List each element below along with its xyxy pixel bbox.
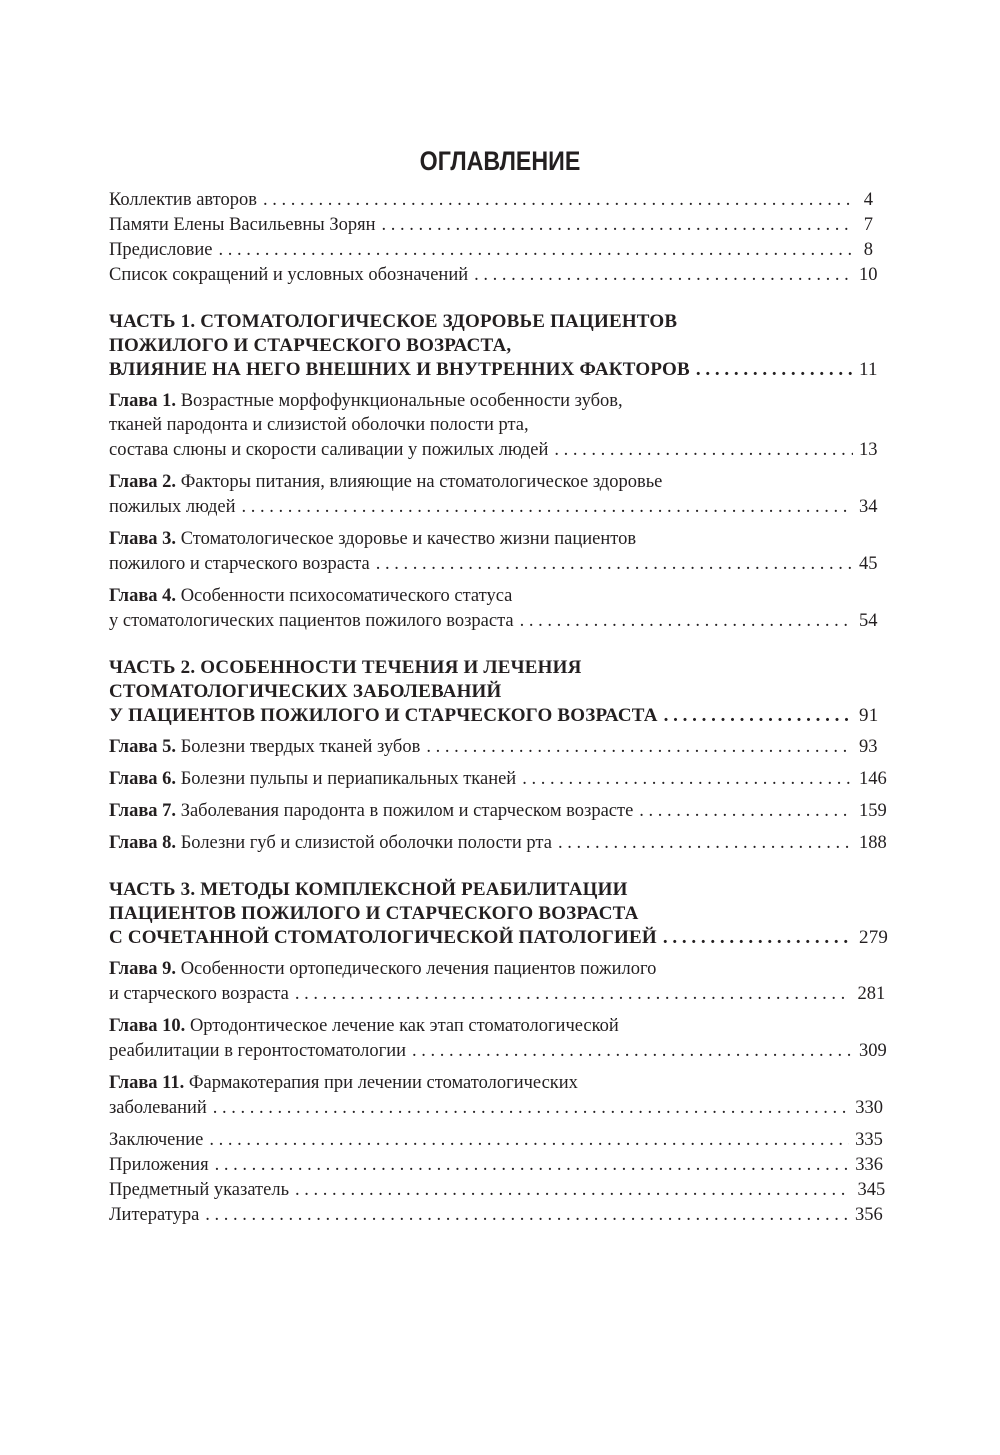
entry-text-last: Литература [109, 1205, 200, 1225]
entry-text: ЧАСТЬ 3. МЕТОДЫ КОМПЛЕКСНОЙ РЕАБИЛИТАЦИИ [109, 879, 628, 900]
entry-text-last: Список сокращений и условных обозначений [109, 265, 469, 285]
entry-text: Стоматологическое здоровье и качество жизни пациентов [180, 529, 637, 549]
entry-line [109, 957, 873, 981]
entry-line [109, 878, 873, 902]
entry-row [109, 238, 873, 263]
entry-row [109, 1038, 887, 1064]
entry-line [109, 1071, 873, 1095]
entry-text [109, 766, 516, 792]
dot-leader [209, 1128, 849, 1153]
entry-row [109, 704, 879, 728]
entry-text [109, 1128, 203, 1153]
entry-line [109, 902, 873, 926]
dot-leader [205, 1203, 849, 1228]
page-number: 356 [855, 1205, 883, 1225]
toc-part [109, 310, 878, 382]
entry-text-last: и старческого возраста [109, 984, 289, 1004]
page-number: 146 [859, 769, 887, 789]
entry-line [109, 334, 873, 358]
entry-text-last: пожилого и старческого возраста [109, 554, 370, 574]
toc-entry [109, 188, 873, 213]
chapter-label: Глава 6. [109, 769, 177, 789]
entry-text [109, 1153, 209, 1178]
toc-entry [109, 213, 873, 238]
entry-text-last: Предисловие [109, 240, 213, 260]
chapter-label: Глава 2. [109, 472, 177, 492]
entry-text [109, 981, 289, 1007]
entry-text-last: Памяти Елены Васильевны Зорян [109, 215, 376, 235]
toc-part [109, 656, 879, 728]
entry-text-last: Коллектив авторов [109, 190, 257, 210]
entry-text: тканей пародонта и слизистой оболочки полости рта, [109, 415, 529, 435]
entry-text: Особенности ортопедического лечения пациентов пожилого [180, 959, 657, 979]
dot-leader [696, 358, 853, 382]
entry-row [109, 188, 873, 213]
dot-leader [263, 188, 853, 213]
toc-entry [109, 1128, 883, 1153]
entry-line [109, 584, 873, 608]
entry-row [109, 358, 878, 382]
page-number: 91 [859, 705, 879, 726]
toc-chapter [109, 766, 887, 792]
chapter-label: Глава 11. [109, 1073, 185, 1093]
page-number: 330 [855, 1098, 883, 1118]
table-of-contents [0, 188, 1000, 1228]
entry-text: ЧАСТЬ 2. ОСОБЕННОСТИ ТЕЧЕНИЯ И ЛЕЧЕНИЯ [109, 657, 582, 678]
dot-leader [376, 551, 853, 577]
page-number: 4 [863, 190, 873, 210]
entry-text-last: Приложения [109, 1155, 209, 1175]
chapter-label: Глава 9. [109, 959, 177, 979]
toc-chapter [109, 1014, 887, 1064]
toc-part [109, 878, 889, 950]
entry-line [109, 680, 873, 704]
dot-leader [474, 263, 853, 288]
toc-entry [109, 1203, 883, 1228]
dot-leader [215, 1153, 850, 1178]
page-number: 13 [859, 440, 878, 460]
toc-title: ОГЛАВЛЕНИЕ [419, 146, 581, 176]
entry-text: СТОМАТОЛОГИЧЕСКИХ ЗАБОЛЕВАНИЙ [109, 681, 502, 702]
entry-row [109, 766, 887, 792]
chapter-label: Глава 5. [109, 737, 177, 757]
page-number: 11 [859, 359, 878, 380]
toc-entry [109, 1178, 886, 1203]
dot-leader [664, 704, 853, 728]
dot-leader [520, 608, 853, 634]
entry-text [109, 798, 633, 824]
toc-entry [109, 263, 878, 288]
entry-text-last: ВЛИЯНИЕ НА НЕГО ВНЕШНИХ И ВНУТРЕННИХ ФАКТОРОВ [109, 359, 690, 380]
entry-text-last: У ПАЦИЕНТОВ ПОЖИЛОГО И СТАРЧЕСКОГО ВОЗРАСТА [109, 705, 658, 726]
entry-text [109, 830, 552, 856]
dot-leader [554, 437, 853, 463]
dot-leader [295, 1178, 851, 1203]
entry-text: ЧАСТЬ 1. СТОМАТОЛОГИЧЕСКОЕ ЗДОРОВЬЕ ПАЦИЕНТОВ [109, 311, 678, 332]
toc-chapter [109, 957, 886, 1007]
page-number: 309 [859, 1041, 887, 1061]
page-number: 45 [859, 554, 878, 574]
page-number: 336 [855, 1155, 884, 1175]
toc-chapter [109, 527, 878, 577]
page-number: 93 [859, 737, 878, 757]
entry-text: ПАЦИЕНТОВ ПОЖИЛОГО И СТАРЧЕСКОГО ВОЗРАСТА [109, 903, 639, 924]
entry-row [109, 551, 878, 577]
dot-leader [558, 830, 853, 856]
entry-text: Ортодонтическое лечение как этап стоматологической [189, 1016, 619, 1036]
page-number: 345 [857, 1180, 886, 1200]
entry-row [109, 1095, 883, 1121]
toc-entry [109, 1153, 884, 1178]
entry-text [109, 704, 658, 728]
toc-chapter [109, 798, 887, 824]
chapter-label: Глава 1. [109, 391, 177, 411]
page-number: 7 [863, 215, 873, 235]
entry-text-last: Предметный указатель [109, 1180, 290, 1200]
dot-leader [295, 981, 852, 1007]
entry-text: Фармакотерапия при лечении стоматологических [188, 1073, 578, 1093]
entry-text-last: Болезни твердых тканей зубов [180, 737, 421, 757]
entry-line [109, 413, 873, 437]
page-number: 279 [859, 927, 889, 948]
entry-text-last: состава слюны и скорости саливации у пожилых людей [109, 440, 549, 460]
entry-line [109, 310, 873, 334]
page-number: 8 [863, 240, 873, 260]
dot-leader [218, 238, 853, 263]
chapter-label: Глава 7. [109, 801, 177, 821]
dot-leader [382, 213, 853, 238]
entry-row [109, 1203, 883, 1228]
entry-row [109, 608, 878, 634]
entry-text [109, 263, 468, 288]
entry-text: Возрастные морфофункциональные особенности зубов, [180, 391, 623, 411]
dot-leader [412, 1038, 853, 1064]
entry-text-last: С СОЧЕТАННОЙ СТОМАТОЛОГИЧЕСКОЙ ПАТОЛОГИЕЙ [109, 927, 657, 948]
chapter-label: Глава 8. [109, 833, 177, 853]
entry-line [109, 470, 873, 494]
page-number: 10 [859, 265, 878, 285]
entry-row [109, 213, 873, 238]
entry-text [109, 358, 690, 382]
entry-text-last: Заболевания пародонта в пожилом и старческом возрасте [180, 801, 634, 821]
page-number: 54 [859, 611, 878, 631]
entry-text [109, 1178, 289, 1203]
entry-row [109, 437, 878, 463]
entry-line [109, 389, 873, 413]
toc-chapter [109, 1071, 883, 1121]
entry-row [109, 263, 878, 288]
entry-line [109, 527, 873, 551]
entry-text [109, 1095, 207, 1121]
chapter-label: Глава 4. [109, 586, 177, 606]
toc-chapter [109, 734, 878, 760]
chapter-label: Глава 10. [109, 1016, 186, 1036]
page-number: 188 [859, 833, 887, 853]
entry-text-last: заболеваний [109, 1098, 207, 1118]
entry-text-last: Заключение [109, 1130, 204, 1150]
entry-text [109, 1203, 199, 1228]
entry-row [109, 734, 878, 760]
entry-text [109, 734, 420, 760]
page-number: 281 [857, 984, 886, 1004]
entry-text [109, 188, 257, 213]
entry-row [109, 1128, 883, 1153]
entry-row [109, 981, 886, 1007]
entry-text: ПОЖИЛОГО И СТАРЧЕСКОГО ВОЗРАСТА, [109, 335, 512, 356]
entry-text [109, 1038, 406, 1064]
dot-leader [213, 1095, 849, 1121]
toc-chapter [109, 389, 878, 463]
toc-chapter [109, 584, 878, 634]
entry-text [109, 437, 548, 463]
entry-text-last: Болезни губ и слизистой оболочки полости рта [180, 833, 552, 853]
entry-row [109, 798, 887, 824]
entry-line [109, 656, 873, 680]
entry-row [109, 494, 878, 520]
page-number: 335 [855, 1130, 883, 1150]
entry-text-last: Болезни пульпы и периапикальных тканей [180, 769, 517, 789]
entry-text [109, 608, 514, 634]
entry-text [109, 926, 657, 950]
entry-row [109, 1153, 884, 1178]
toc-chapter [109, 470, 878, 520]
page-number: 34 [859, 497, 878, 517]
entry-line [109, 1014, 873, 1038]
entry-text-last: пожилых людей [109, 497, 236, 517]
dot-leader [522, 766, 853, 792]
entry-row [109, 926, 889, 950]
dot-leader [639, 798, 853, 824]
dot-leader [242, 494, 853, 520]
entry-text [109, 213, 376, 238]
entry-text-last: реабилитации в геронтостоматологии [109, 1041, 407, 1061]
page-number: 159 [859, 801, 887, 821]
chapter-label: Глава 3. [109, 529, 177, 549]
entry-text: Особенности психосоматического статуса [180, 586, 513, 606]
toc-chapter [109, 830, 887, 856]
entry-text [109, 238, 212, 263]
entry-text [109, 551, 370, 577]
entry-text-last: у стоматологических пациентов пожилого возраста [109, 611, 514, 631]
entry-row [109, 830, 887, 856]
dot-leader [663, 926, 853, 950]
dot-leader [426, 734, 853, 760]
entry-text: Факторы питания, влияющие на стоматологическое здоровье [180, 472, 663, 492]
toc-entry [109, 238, 873, 263]
entry-text [109, 494, 236, 520]
entry-row [109, 1178, 886, 1203]
